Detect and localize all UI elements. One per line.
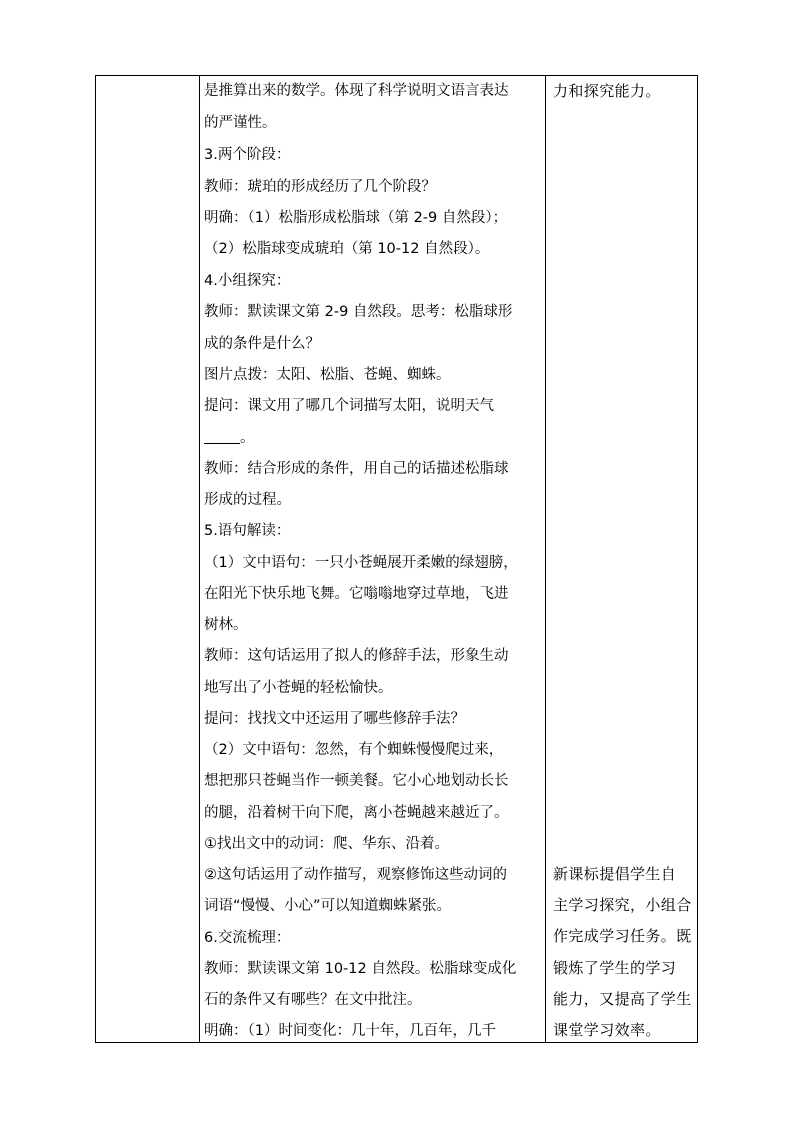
process-line: 提问：课文用了哪几个词描写太阳，说明天气 <box>204 398 494 414</box>
process-line: ②这句话运用了动作描写，观察修饰这些动词的 <box>204 867 507 883</box>
process-line: 6.交流梳理： <box>204 930 291 946</box>
process-line: （2）文中语句：忽然，有个蜘蛛慢慢爬过来， <box>204 742 504 758</box>
design-intent-line: 新课标提倡学生自 <box>553 865 677 883</box>
process-line: 想把那只苍蝇当作一顿美餐。它小心地划动长长 <box>204 773 509 789</box>
design-intent-line: 锻炼了学生的学习 <box>553 959 677 977</box>
process-line: 在阳光下快乐地飞舞。它嗡嗡地穿过草地，飞进 <box>204 586 509 602</box>
process-line: 教师：这句话运用了拟人的修辞手法，形象生动 <box>204 648 509 664</box>
design-intent-line: 能力，又提高了学生 <box>553 990 692 1008</box>
answer-blank <box>204 429 240 444</box>
process-line: 4.小组探究： <box>204 273 291 289</box>
process-line: 词语“慢慢、小心”可以知道蜘蛛紧张。 <box>204 898 452 914</box>
process-line: 3.两个阶段： <box>204 147 291 163</box>
process-line: （2）松脂球变成琥珀（第 10-12 自然段）。 <box>204 241 490 257</box>
process-line: 成的条件是什么？ <box>204 336 320 352</box>
column-divider-left <box>199 76 200 1042</box>
design-intent-line: 力和探究能力。 <box>553 82 661 100</box>
process-line: ①找出文中的动词：爬、华东、沿着。 <box>204 836 449 852</box>
process-line: 形成的过程。 <box>204 492 291 508</box>
process-line: 是推算出来的数学。体现了科学说明文语言表达 <box>204 83 509 99</box>
process-line: 教师：结合形成的条件，用自己的话描述松脂球 <box>204 461 509 477</box>
process-line: 教师：默读课文第 2-9 自然段。思考：松脂球形 <box>204 304 513 320</box>
process-line: 教师：琥珀的形成经历了几个阶段？ <box>204 179 436 195</box>
lesson-plan-table <box>95 75 698 1043</box>
process-line: 的腿，沿着树干向下爬，离小苍蝇越来越近了。 <box>204 805 509 821</box>
process-line: 5.语句解读： <box>204 523 291 539</box>
process-line: 提问：找找文中还运用了哪些修辞手法？ <box>204 711 465 727</box>
process-line: 树林。 <box>204 617 248 633</box>
process-line: 石的条件又有哪些？在文中批注。 <box>204 992 422 1008</box>
fill-blank-line <box>204 428 255 448</box>
column-divider-right <box>545 76 546 1042</box>
process-line: 明确：（1）时间变化：几十年，几百年，几千 <box>204 1023 496 1039</box>
design-intent-line: 课堂学习效率。 <box>553 1021 661 1039</box>
fill-blank-punctuation: 。 <box>240 430 255 446</box>
process-line: 教师：默读课文第 10-12 自然段。松脂球变成化 <box>204 961 517 977</box>
process-line: 地写出了小苍蝇的轻松愉快。 <box>204 680 393 696</box>
design-intent-line: 作完成学习任务。既 <box>553 927 692 945</box>
process-line: （1）文中语句：一只小苍蝇展开柔嫩的绿翅膀， <box>204 555 518 571</box>
design-intent-line: 主学习探究，小组合 <box>553 896 692 914</box>
process-line: 明确：（1）松脂形成松脂球（第 2-9 自然段）； <box>204 210 508 226</box>
process-line: 的严谨性。 <box>204 115 277 131</box>
process-line: 图片点拨：太阳、松脂、苍蝇、蜘蛛。 <box>204 367 451 383</box>
